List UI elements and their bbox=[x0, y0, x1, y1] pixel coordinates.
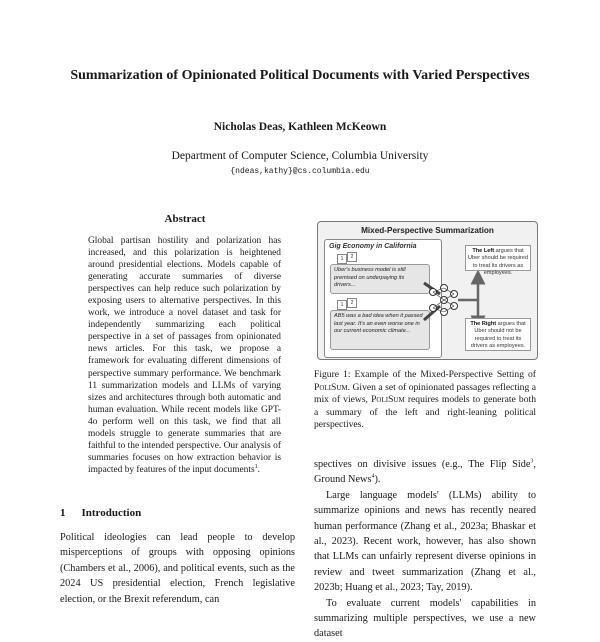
caption-middle: . Given a set of opinionated passages reflecting a mix of views, bbox=[314, 381, 536, 406]
paper-title: Summarization of Opinionated Political Documents with Varied Perspectives bbox=[70, 68, 530, 83]
p1-text: spectives on divisive issues (e.g., The Flip Side bbox=[314, 459, 531, 470]
figure-1 bbox=[317, 221, 538, 360]
footnote-mark: 1 bbox=[254, 463, 258, 470]
left-label: The Left bbox=[472, 248, 495, 254]
caption-name: PoliSum bbox=[314, 381, 348, 393]
abstract-heading: Abstract bbox=[164, 213, 206, 225]
footnote-4: 4 bbox=[371, 473, 375, 480]
authors: Nicholas Deas, Kathleen McKeown bbox=[213, 121, 387, 133]
passage-tab-4: 2 bbox=[347, 298, 357, 308]
caption-name-2: PoliSum bbox=[371, 394, 405, 406]
passage-tab-1: 1 bbox=[337, 254, 347, 264]
abstract-text: Global partisan hostility and polarization has increased, and this polarization is heightened around presidential elections. Models capable of generating accurate summaries of diverse perspectives can help reduce such polarization by exposing users to alternative perspectives. In this work, we introduce a novel dataset and task for independently summarizing each political perspective in a set of passages from opinionated news articles. For this task, we propose a framework for evaluating different dimensions of perspective summary performance. We benchmark 11 summarization models and LLMs of varying sizes and architectures through both automatic and human evaluation. While recent models like GPT-4o perform well on this task, we find that all models struggle to generate summaries that are faithful to the intended perspective. Our analysis of summaries focuses on how extraction behavior is impacted by features of the input documents$^1$. bbox=[88, 236, 281, 475]
caption-suffix: requires models to generate both a summary of the left and right-leaning political perspectives. bbox=[314, 394, 536, 431]
left-summary bbox=[465, 245, 531, 277]
right-summary-text: argues that Uber should not be required to treat its drivers as employees. bbox=[470, 321, 526, 350]
figure-caption bbox=[314, 369, 536, 432]
footnote-3: 3 bbox=[530, 458, 534, 465]
paragraph-3: To evaluate current models' capabilities in summarizing multiple perspectives, we use a new dataset bbox=[314, 597, 536, 640]
caption-prefix: Figure 1: Example of the Mixed-Perspective Setting of bbox=[314, 369, 536, 380]
right-label: The Right bbox=[470, 321, 497, 327]
figure-title: Mixed-Perspective Summarization bbox=[361, 226, 494, 235]
introduction-heading bbox=[60, 507, 141, 519]
p1-end: ). bbox=[374, 474, 381, 486]
paragraph-1 bbox=[314, 457, 536, 488]
email: {ndeas,kathy}@cs.columbia.edu bbox=[230, 167, 370, 176]
document-title: Gig Economy in California bbox=[329, 243, 417, 250]
introduction-text: Political ideologies can lead people to develop misperceptions of groups with opposing opinions (Chambers et al., 2006), and political events, such as the 2024 US presidential election, French legislative election, or the Brexit referendum, can bbox=[60, 532, 295, 605]
passage-tab-2: 2 bbox=[347, 252, 357, 262]
passage-tab-3: 1 bbox=[337, 300, 347, 310]
left-summary-text: argues that Uber should be required to treat its drivers as employees. bbox=[468, 248, 529, 277]
right-summary bbox=[465, 318, 531, 351]
section-title: Introduction bbox=[81, 507, 142, 519]
right-column-text bbox=[314, 457, 536, 642]
passage-2: AB5 was a bad idea when it passed last year. It's an even worse one in our current economic climate... bbox=[330, 310, 430, 350]
section-number: 1 bbox=[60, 507, 66, 519]
abstract-body: Global partisan hostility and polarization has increased, and this polarization is heightened around presidential elections. Models capable of generating accurate summaries of diverse perspectives can help reduce such polarization by exposing users to alternative perspectives. In this work, we introduce a novel dataset and task for independently summarizing each political perspective in a set of passages from opinionated news articles. For this task, we propose a framework for evaluating different dimensions of perspective summary performance. We benchmark 11 summarization models and LLMs of varying sizes and architectures through both automatic and human evaluation. While recent models like GPT-4o perform well on this task, we find that all models struggle to generate summaries that are faithful to the intended perspective. Our analysis of summaries focuses on how extraction behavior is impacted by features of the input documents bbox=[88, 236, 281, 475]
paragraph-2: Large language models' (LLMs) ability to summarize opinions and news has recently neared human performance (Zhang et al., 2023a; Bhaskar et al., 2023). Recent work, however, has also shown that LLMs can unfairly represent diverse opinions in review and tweet summarization (Zhang et al., 2023b; Huang et al., 2023; Tay, 2019). bbox=[314, 489, 536, 594]
p1-mid: , Ground News bbox=[314, 459, 536, 486]
affiliation: Department of Computer Science, Columbia University bbox=[171, 150, 429, 162]
passage-1: Uber's business model is still premised on underpaying its drivers... bbox=[330, 264, 430, 294]
